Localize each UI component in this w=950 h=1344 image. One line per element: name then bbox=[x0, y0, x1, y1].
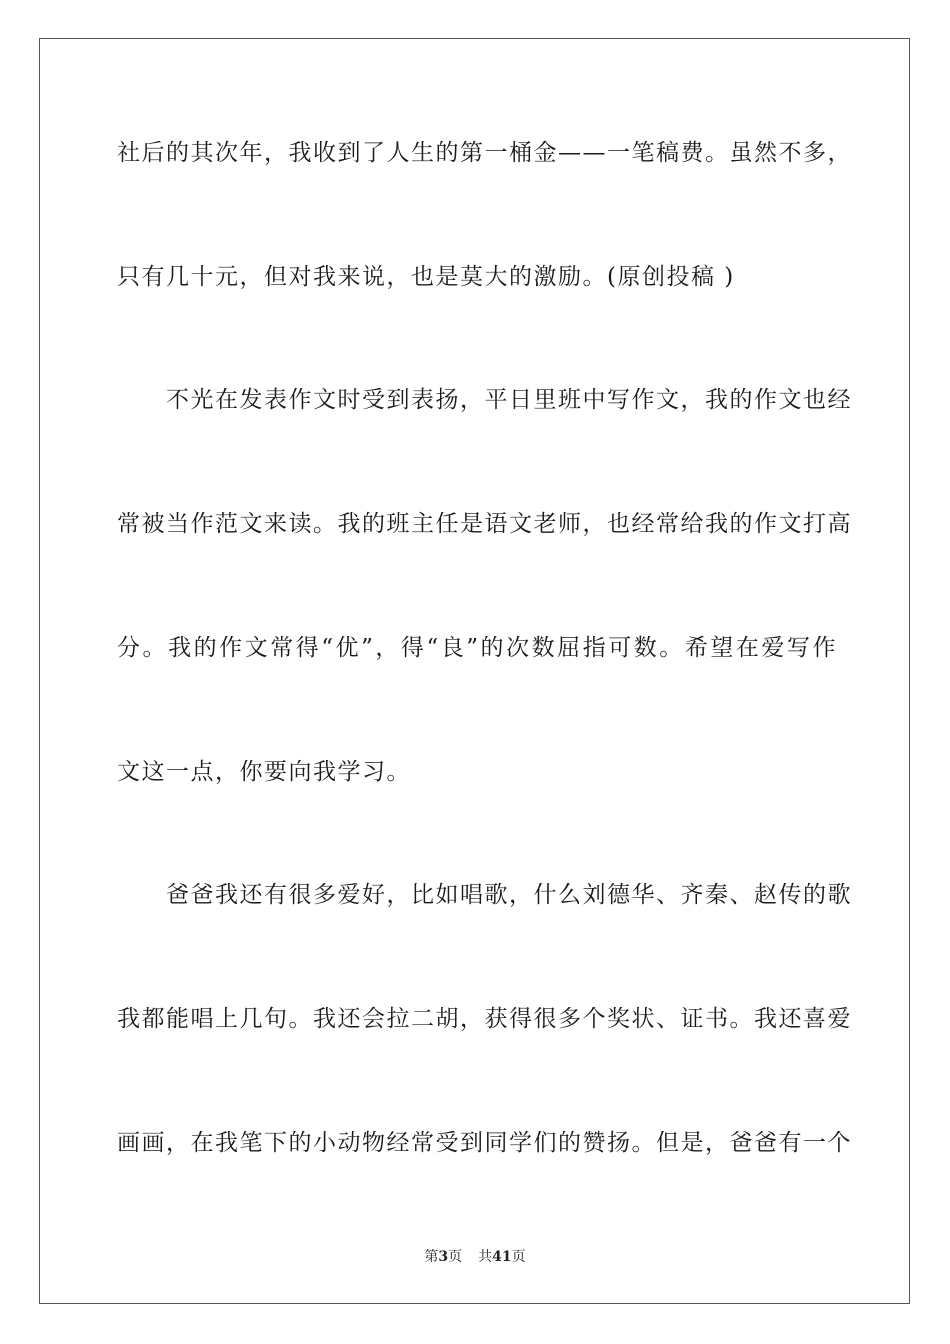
total-suffix: 页 bbox=[511, 1249, 526, 1265]
paragraph-start-line: 不光在发表作文时受到表扬，平日里班中写作文，我的作文也经 bbox=[117, 387, 852, 413]
body-text-line: 常被当作范文来读。我的班主任是语文老师，也经常给我的作文打高 bbox=[117, 511, 852, 537]
body-text-line: 我都能唱上几句。我还会拉二胡，获得很多个奖状、证书。我还喜爱 bbox=[117, 1006, 852, 1032]
page-footer bbox=[0, 1248, 950, 1266]
body-text-line: 分。我的作文常得“优”，得“良”的次数屈指可数。希望在爱写作 bbox=[117, 635, 837, 661]
body-text-line: 文这一点，你要向我学习。 bbox=[117, 759, 411, 785]
body-text-line: 社后的其次年，我收到了人生的第一桶金——一笔稿费。虽然不多， bbox=[117, 140, 852, 166]
page-suffix: 页 bbox=[448, 1249, 463, 1265]
page-border bbox=[39, 38, 910, 1304]
page-number: 3 bbox=[438, 1249, 449, 1265]
total-pages: 41 bbox=[492, 1249, 512, 1265]
body-text-line: 只有几十元，但对我来说，也是莫大的激励。(原创投稿 ) bbox=[117, 264, 735, 290]
page-prefix: 第 bbox=[424, 1249, 439, 1265]
paragraph-start-line: 爸爸我还有很多爱好，比如唱歌，什么刘德华、齐秦、赵传的歌 bbox=[117, 882, 852, 908]
body-text-line: 画画，在我笔下的小动物经常受到同学们的赞扬。但是，爸爸有一个 bbox=[117, 1130, 852, 1156]
total-prefix: 共 bbox=[478, 1249, 493, 1265]
